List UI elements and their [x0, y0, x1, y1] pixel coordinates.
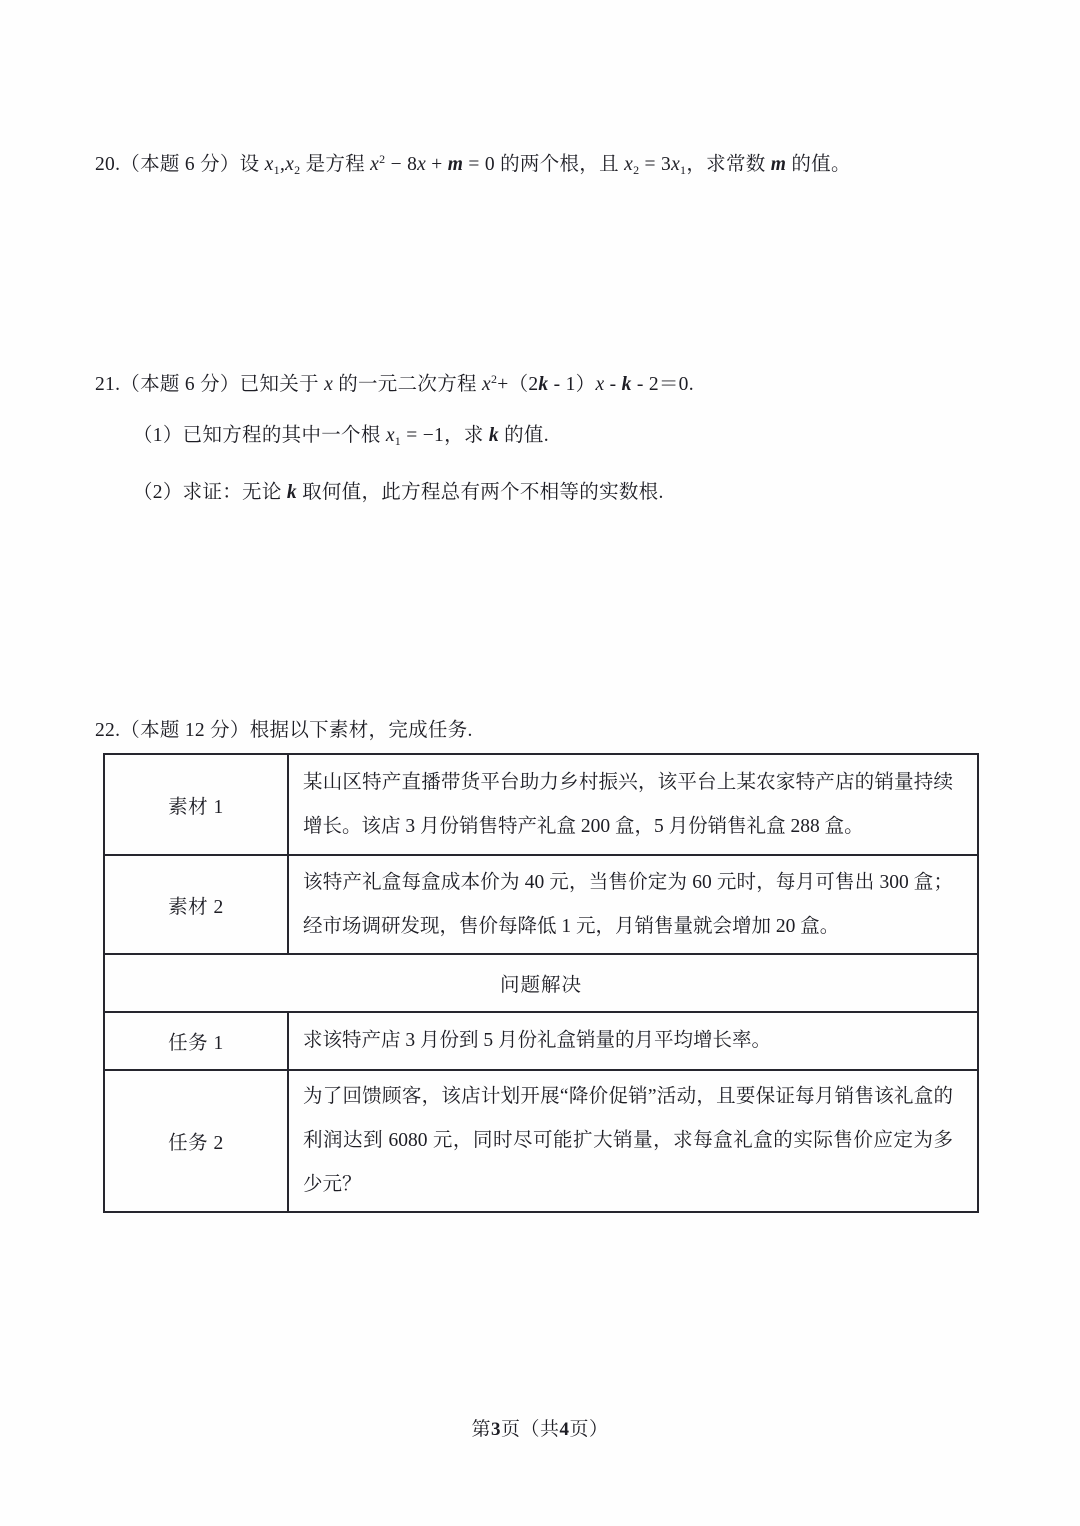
- question-21-part-1: （1）已知方程的其中一个根 $x_1 = -1$，求 k 的值.: [133, 425, 549, 448]
- task-2-content: 为了回馈顾客，该店计划开展“降价促销”活动，且要保证每月销售该礼盒的利润达到 6080 元，同时尽可能扩大销量，求每盒礼盒的实际售价应定为多少元？: [288, 1070, 978, 1212]
- task-1-content: 求该特产店 3 月份到 5 月份礼盒销量的月平均增长率。: [288, 1012, 978, 1070]
- task-1-label: 任务 1: [104, 1012, 288, 1070]
- table-row-material-2: [104, 855, 978, 954]
- table-row-material-1: [104, 754, 978, 855]
- page-footer: 第3页（共4页）: [471, 1419, 609, 1440]
- question-21-text: 21.（本题 6 分）已知关于 x 的一元二次方程 $x^2+(2k - 1)x - k - 2=0$.: [95, 372, 694, 395]
- table-row-solve-header: [104, 954, 978, 1012]
- material-task-table: [103, 753, 979, 1213]
- question-22-intro: 22.（本题 12 分）根据以下素材，完成任务.: [95, 720, 473, 741]
- material-2-label: 素材 2: [104, 855, 288, 954]
- question-21-part-2: （2）求证：无论 k 取何值，此方程总有两个不相等的实数根.: [133, 482, 664, 503]
- solve-header: 问题解决: [104, 954, 978, 1012]
- material-1-label: 素材 1: [104, 754, 288, 855]
- material-2-content: 该特产礼盒每盒成本价为 40 元，当售价定为 60 元时，每月可售出 300 盒；经市场调研发现，售价每降低 1 元，月销售量就会增加 20 盒。: [288, 855, 978, 954]
- task-2-label: 任务 2: [104, 1070, 288, 1212]
- question-20-text: 20.（本题 6 分）设 $x_1,x_2$ 是方程 $x^2 - 8x + m = 0$ 的两个根，且 $x_2 = 3x_1$，求常数 m 的值。: [95, 152, 851, 177]
- table-row-task-2: [104, 1070, 978, 1212]
- material-1-content: 某山区特产直播带货平台助力乡村振兴，该平台上某农家特产店的销量持续增长。该店 3 月份销售特产礼盒 200 盒，5 月份销售礼盒 288 盒。: [288, 754, 978, 855]
- table-row-task-1: [104, 1012, 978, 1070]
